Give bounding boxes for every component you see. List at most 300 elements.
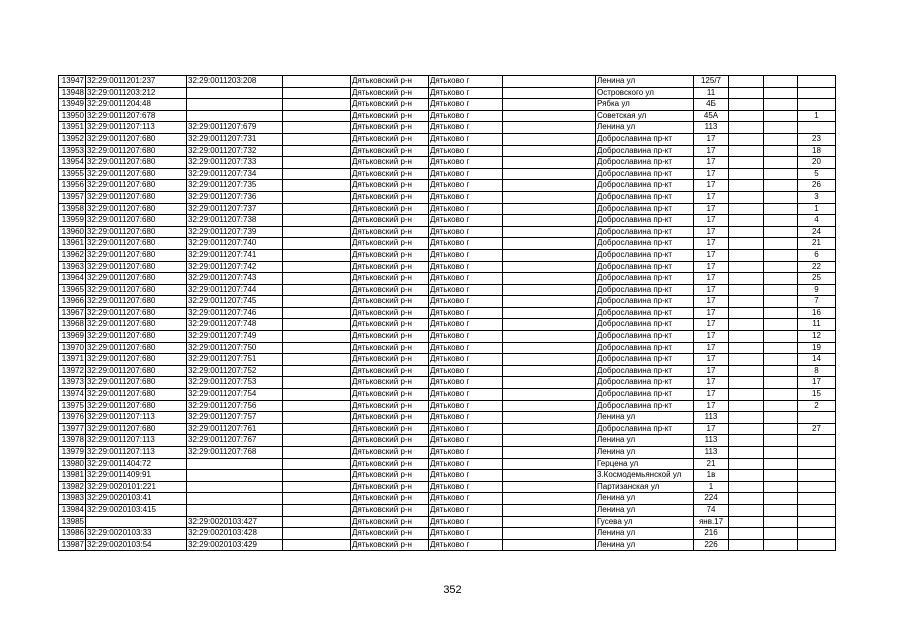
blank-col-c — [729, 122, 764, 134]
city-cell: Дятьково г — [429, 400, 503, 412]
street-cell: Доброславина пр-кт — [596, 191, 694, 203]
blank-col-a — [283, 261, 351, 273]
district-cell: Дятьковский р-н — [351, 435, 429, 447]
blank-col-d — [764, 307, 798, 319]
blank-col-b — [503, 284, 596, 296]
cadastral-number: 32:29:0011207:680 — [86, 389, 187, 401]
cadastral-number: 32:29:0020103:33 — [86, 528, 187, 540]
apartment-cell: 8 — [798, 365, 836, 377]
apartment-cell: 1 — [798, 110, 836, 122]
district-cell: Дятьковский р-н — [351, 273, 429, 285]
district-cell: Дятьковский р-н — [351, 307, 429, 319]
city-cell: Дятьково г — [429, 168, 503, 180]
street-cell: Ленина ул — [596, 447, 694, 459]
district-cell: Дятьковский р-н — [351, 110, 429, 122]
row-number: 13975 — [59, 400, 86, 412]
table-row — [59, 470, 836, 482]
blank-col-d — [764, 470, 798, 482]
street-cell: Партизанская ул — [596, 481, 694, 493]
house-cell: 224 — [694, 493, 729, 505]
district-cell: Дятьковский р-н — [351, 470, 429, 482]
apartment-cell: 6 — [798, 249, 836, 261]
apartment-cell: 5 — [798, 168, 836, 180]
blank-col-d — [764, 215, 798, 227]
house-cell: янв.17 — [694, 516, 729, 528]
row-number: 13967 — [59, 307, 86, 319]
apartment-cell: 25 — [798, 273, 836, 285]
district-cell: Дятьковский р-н — [351, 145, 429, 157]
blank-col-a — [283, 203, 351, 215]
district-cell: Дятьковский р-н — [351, 215, 429, 227]
house-cell: 17 — [694, 296, 729, 308]
cadastral-number: 32:29:0011207:680 — [86, 261, 187, 273]
district-cell: Дятьковский р-н — [351, 481, 429, 493]
blank-col-a — [283, 284, 351, 296]
row-number: 13974 — [59, 389, 86, 401]
blank-col-d — [764, 180, 798, 192]
blank-col-c — [729, 168, 764, 180]
apartment-cell: 19 — [798, 342, 836, 354]
blank-col-a — [283, 539, 351, 551]
blank-col-b — [503, 377, 596, 389]
blank-col-a — [283, 470, 351, 482]
row-number: 13981 — [59, 470, 86, 482]
street-cell: Доброславина пр-кт — [596, 238, 694, 250]
street-cell: Ленина ул — [596, 412, 694, 424]
apartment-cell — [798, 87, 836, 99]
apartment-cell: 27 — [798, 423, 836, 435]
street-cell: Советская ул — [596, 110, 694, 122]
cadastral-number: 32:29:0011207:680 — [86, 133, 187, 145]
blank-col-a — [283, 423, 351, 435]
blank-col-d — [764, 493, 798, 505]
cadastral-number: 32:29:0011201:237 — [86, 76, 187, 88]
blank-col-c — [729, 493, 764, 505]
blank-col-d — [764, 504, 798, 516]
related-cadastral-number — [187, 110, 283, 122]
city-cell: Дятьково г — [429, 458, 503, 470]
apartment-cell — [798, 481, 836, 493]
apartment-cell: 17 — [798, 377, 836, 389]
blank-col-b — [503, 342, 596, 354]
blank-col-c — [729, 516, 764, 528]
apartment-cell — [798, 516, 836, 528]
related-cadastral-number: 32:29:0011207:757 — [187, 412, 283, 424]
district-cell: Дятьковский р-н — [351, 504, 429, 516]
apartment-cell — [798, 528, 836, 540]
blank-col-a — [283, 157, 351, 169]
table-row — [59, 342, 836, 354]
blank-col-c — [729, 458, 764, 470]
street-cell: Ленина ул — [596, 528, 694, 540]
street-cell: Доброславина пр-кт — [596, 273, 694, 285]
cadastral-number: 32:29:0011207:680 — [86, 377, 187, 389]
cadastral-number: 32:29:0011207:680 — [86, 319, 187, 331]
blank-col-a — [283, 99, 351, 111]
city-cell: Дятьково г — [429, 412, 503, 424]
blank-col-a — [283, 133, 351, 145]
blank-col-c — [729, 470, 764, 482]
city-cell: Дятьково г — [429, 354, 503, 366]
row-number: 13983 — [59, 493, 86, 505]
cadastral-number: 32:29:0011203:212 — [86, 87, 187, 99]
table-row — [59, 528, 836, 540]
city-cell: Дятьково г — [429, 307, 503, 319]
street-cell: Гусева ул — [596, 516, 694, 528]
blank-col-b — [503, 273, 596, 285]
table-body — [59, 76, 836, 551]
city-cell: Дятьково г — [429, 87, 503, 99]
related-cadastral-number — [187, 458, 283, 470]
house-cell: 17 — [694, 273, 729, 285]
city-cell: Дятьково г — [429, 110, 503, 122]
table-row — [59, 435, 836, 447]
house-cell: 21 — [694, 458, 729, 470]
city-cell: Дятьково г — [429, 203, 503, 215]
street-cell: Доброславина пр-кт — [596, 249, 694, 261]
related-cadastral-number — [187, 87, 283, 99]
district-cell: Дятьковский р-н — [351, 76, 429, 88]
blank-col-b — [503, 307, 596, 319]
cadastral-number: 32:29:0011207:680 — [86, 145, 187, 157]
blank-col-a — [283, 528, 351, 540]
row-number: 13953 — [59, 145, 86, 157]
blank-col-b — [503, 168, 596, 180]
blank-col-d — [764, 87, 798, 99]
city-cell: Дятьково г — [429, 470, 503, 482]
street-cell: Ленина ул — [596, 539, 694, 551]
house-cell: 216 — [694, 528, 729, 540]
cadastral-number: 32:29:0020103:415 — [86, 504, 187, 516]
related-cadastral-number: 32:29:0011207:740 — [187, 238, 283, 250]
city-cell: Дятьково г — [429, 76, 503, 88]
related-cadastral-number: 32:29:0011207:756 — [187, 400, 283, 412]
blank-col-c — [729, 307, 764, 319]
street-cell: Доброславина пр-кт — [596, 307, 694, 319]
row-number: 13979 — [59, 447, 86, 459]
city-cell: Дятьково г — [429, 342, 503, 354]
apartment-cell — [798, 447, 836, 459]
blank-col-b — [503, 470, 596, 482]
apartment-cell: 26 — [798, 180, 836, 192]
street-cell: Доброславина пр-кт — [596, 203, 694, 215]
blank-col-b — [503, 516, 596, 528]
blank-col-d — [764, 389, 798, 401]
blank-col-b — [503, 319, 596, 331]
table-row — [59, 215, 836, 227]
blank-col-b — [503, 261, 596, 273]
cadastral-number: 32:29:0011409:91 — [86, 470, 187, 482]
district-cell: Дятьковский р-н — [351, 342, 429, 354]
blank-col-d — [764, 435, 798, 447]
blank-col-d — [764, 157, 798, 169]
blank-col-c — [729, 191, 764, 203]
row-number: 13986 — [59, 528, 86, 540]
blank-col-d — [764, 458, 798, 470]
apartment-cell: 11 — [798, 319, 836, 331]
blank-col-d — [764, 400, 798, 412]
street-cell: Герцена ул — [596, 458, 694, 470]
district-cell: Дятьковский р-н — [351, 226, 429, 238]
blank-col-c — [729, 528, 764, 540]
related-cadastral-number: 32:29:0011207:736 — [187, 191, 283, 203]
city-cell: Дятьково г — [429, 423, 503, 435]
row-number: 13955 — [59, 168, 86, 180]
district-cell: Дятьковский р-н — [351, 203, 429, 215]
district-cell: Дятьковский р-н — [351, 122, 429, 134]
street-cell: Доброславина пр-кт — [596, 354, 694, 366]
street-cell: Доброславина пр-кт — [596, 423, 694, 435]
row-number: 13970 — [59, 342, 86, 354]
house-cell: 11 — [694, 87, 729, 99]
district-cell: Дятьковский р-н — [351, 157, 429, 169]
cadastral-number: 32:29:0011207:680 — [86, 180, 187, 192]
cadastral-number: 32:29:0011207:680 — [86, 191, 187, 203]
blank-col-d — [764, 203, 798, 215]
blank-col-a — [283, 400, 351, 412]
blank-col-d — [764, 133, 798, 145]
related-cadastral-number — [187, 504, 283, 516]
house-cell: 17 — [694, 157, 729, 169]
apartment-cell — [798, 458, 836, 470]
row-number: 13948 — [59, 87, 86, 99]
row-number: 13961 — [59, 238, 86, 250]
related-cadastral-number: 32:29:0011207:738 — [187, 215, 283, 227]
table-row — [59, 493, 836, 505]
table-row — [59, 191, 836, 203]
blank-col-a — [283, 145, 351, 157]
apartment-cell — [798, 99, 836, 111]
house-cell: 17 — [694, 400, 729, 412]
house-cell: 17 — [694, 307, 729, 319]
apartment-cell — [798, 76, 836, 88]
house-cell: 17 — [694, 423, 729, 435]
blank-col-b — [503, 238, 596, 250]
blank-col-b — [503, 122, 596, 134]
related-cadastral-number: 32:29:0011207:679 — [187, 122, 283, 134]
blank-col-c — [729, 447, 764, 459]
blank-col-d — [764, 273, 798, 285]
blank-col-c — [729, 99, 764, 111]
apartment-cell: 23 — [798, 133, 836, 145]
blank-col-b — [503, 493, 596, 505]
table-row — [59, 447, 836, 459]
table-row — [59, 203, 836, 215]
row-number: 13972 — [59, 365, 86, 377]
table-row — [59, 400, 836, 412]
street-cell: Рябка ул — [596, 99, 694, 111]
apartment-cell: 16 — [798, 307, 836, 319]
blank-col-d — [764, 238, 798, 250]
blank-col-d — [764, 331, 798, 343]
district-cell: Дятьковский р-н — [351, 238, 429, 250]
cadastral-number: 32:29:0011207:680 — [86, 226, 187, 238]
street-cell: Доброславина пр-кт — [596, 215, 694, 227]
row-number: 13951 — [59, 122, 86, 134]
house-cell: 17 — [694, 319, 729, 331]
blank-col-d — [764, 516, 798, 528]
apartment-cell: 18 — [798, 145, 836, 157]
city-cell: Дятьково г — [429, 435, 503, 447]
blank-col-d — [764, 365, 798, 377]
house-cell: 17 — [694, 180, 729, 192]
blank-col-d — [764, 342, 798, 354]
row-number: 13958 — [59, 203, 86, 215]
street-cell: Доброславина пр-кт — [596, 377, 694, 389]
blank-col-a — [283, 249, 351, 261]
related-cadastral-number — [187, 470, 283, 482]
blank-col-a — [283, 180, 351, 192]
related-cadastral-number: 32:29:0011207:739 — [187, 226, 283, 238]
district-cell: Дятьковский р-н — [351, 354, 429, 366]
house-cell: 1в — [694, 470, 729, 482]
blank-col-a — [283, 481, 351, 493]
district-cell: Дятьковский р-н — [351, 389, 429, 401]
apartment-cell: 1 — [798, 203, 836, 215]
row-number: 13985 — [59, 516, 86, 528]
blank-col-d — [764, 122, 798, 134]
blank-col-c — [729, 226, 764, 238]
blank-col-b — [503, 481, 596, 493]
city-cell: Дятьково г — [429, 122, 503, 134]
city-cell: Дятьково г — [429, 528, 503, 540]
blank-col-c — [729, 203, 764, 215]
table-row — [59, 423, 836, 435]
district-cell: Дятьковский р-н — [351, 87, 429, 99]
blank-col-d — [764, 168, 798, 180]
house-cell: 17 — [694, 389, 729, 401]
row-number: 13963 — [59, 261, 86, 273]
apartment-cell — [798, 470, 836, 482]
house-cell: 113 — [694, 122, 729, 134]
related-cadastral-number: 32:29:0011207:752 — [187, 365, 283, 377]
blank-col-a — [283, 226, 351, 238]
blank-col-d — [764, 76, 798, 88]
table-row — [59, 377, 836, 389]
district-cell: Дятьковский р-н — [351, 539, 429, 551]
related-cadastral-number: 32:29:0011207:742 — [187, 261, 283, 273]
blank-col-b — [503, 331, 596, 343]
row-number: 13980 — [59, 458, 86, 470]
related-cadastral-number: 32:29:0011207:767 — [187, 435, 283, 447]
city-cell: Дятьково г — [429, 296, 503, 308]
apartment-cell — [798, 412, 836, 424]
table-row — [59, 504, 836, 516]
cadastral-number: 32:29:0011207:680 — [86, 273, 187, 285]
blank-col-b — [503, 400, 596, 412]
district-cell: Дятьковский р-н — [351, 377, 429, 389]
apartment-cell: 7 — [798, 296, 836, 308]
row-number: 13968 — [59, 319, 86, 331]
row-number: 13962 — [59, 249, 86, 261]
blank-col-d — [764, 261, 798, 273]
blank-col-a — [283, 110, 351, 122]
cadastral-number: 32:29:0020103:54 — [86, 539, 187, 551]
street-cell: Доброславина пр-кт — [596, 157, 694, 169]
blank-col-a — [283, 377, 351, 389]
blank-col-a — [283, 296, 351, 308]
related-cadastral-number: 32:29:0011207:749 — [187, 331, 283, 343]
blank-col-c — [729, 284, 764, 296]
row-number: 13954 — [59, 157, 86, 169]
apartment-cell: 14 — [798, 354, 836, 366]
house-cell: 17 — [694, 191, 729, 203]
cadastral-number: 32:29:0011207:680 — [86, 342, 187, 354]
related-cadastral-number: 32:29:0011207:746 — [187, 307, 283, 319]
related-cadastral-number: 32:29:0011207:732 — [187, 145, 283, 157]
blank-col-b — [503, 504, 596, 516]
street-cell: Доброславина пр-кт — [596, 284, 694, 296]
blank-col-c — [729, 215, 764, 227]
blank-col-a — [283, 331, 351, 343]
related-cadastral-number: 32:29:0011207:735 — [187, 180, 283, 192]
cadastral-number: 32:29:0011207:113 — [86, 412, 187, 424]
related-cadastral-number: 32:29:0011207:733 — [187, 157, 283, 169]
blank-col-a — [283, 504, 351, 516]
blank-col-a — [283, 87, 351, 99]
district-cell: Дятьковский р-н — [351, 412, 429, 424]
street-cell: Доброславина пр-кт — [596, 261, 694, 273]
blank-col-c — [729, 504, 764, 516]
related-cadastral-number: 32:29:0020103:429 — [187, 539, 283, 551]
cadastral-number: 32:29:0011207:680 — [86, 284, 187, 296]
district-cell: Дятьковский р-н — [351, 296, 429, 308]
cadastral-number: 32:29:0011404:72 — [86, 458, 187, 470]
apartment-cell: 22 — [798, 261, 836, 273]
blank-col-a — [283, 307, 351, 319]
district-cell: Дятьковский р-н — [351, 319, 429, 331]
city-cell: Дятьково г — [429, 516, 503, 528]
house-cell: 17 — [694, 261, 729, 273]
cadastral-number: 32:29:0011207:680 — [86, 168, 187, 180]
blank-col-d — [764, 110, 798, 122]
blank-col-a — [283, 365, 351, 377]
registry-table-container — [58, 75, 836, 551]
apartment-cell: 20 — [798, 157, 836, 169]
blank-col-d — [764, 249, 798, 261]
row-number: 13971 — [59, 354, 86, 366]
blank-col-a — [283, 412, 351, 424]
cadastral-number: 32:29:0011207:113 — [86, 447, 187, 459]
blank-col-a — [283, 354, 351, 366]
house-cell: 17 — [694, 377, 729, 389]
blank-col-b — [503, 435, 596, 447]
street-cell: Доброславина пр-кт — [596, 180, 694, 192]
related-cadastral-number: 32:29:0011207:753 — [187, 377, 283, 389]
city-cell: Дятьково г — [429, 261, 503, 273]
blank-col-d — [764, 539, 798, 551]
row-number: 13957 — [59, 191, 86, 203]
cadastral-number: 32:29:0011207:680 — [86, 365, 187, 377]
related-cadastral-number: 32:29:0011207:761 — [187, 423, 283, 435]
blank-col-b — [503, 145, 596, 157]
street-cell: Доброславина пр-кт — [596, 389, 694, 401]
house-cell: 45А — [694, 110, 729, 122]
city-cell: Дятьково г — [429, 504, 503, 516]
related-cadastral-number: 32:29:0011207:737 — [187, 203, 283, 215]
blank-col-d — [764, 481, 798, 493]
blank-col-b — [503, 226, 596, 238]
blank-col-d — [764, 191, 798, 203]
table-row — [59, 249, 836, 261]
house-cell: 17 — [694, 203, 729, 215]
cadastral-number: 32:29:0011207:680 — [86, 307, 187, 319]
table-row — [59, 354, 836, 366]
district-cell: Дятьковский р-н — [351, 331, 429, 343]
apartment-cell — [798, 493, 836, 505]
cadastral-number: 32:29:0011207:680 — [86, 215, 187, 227]
apartment-cell — [798, 504, 836, 516]
